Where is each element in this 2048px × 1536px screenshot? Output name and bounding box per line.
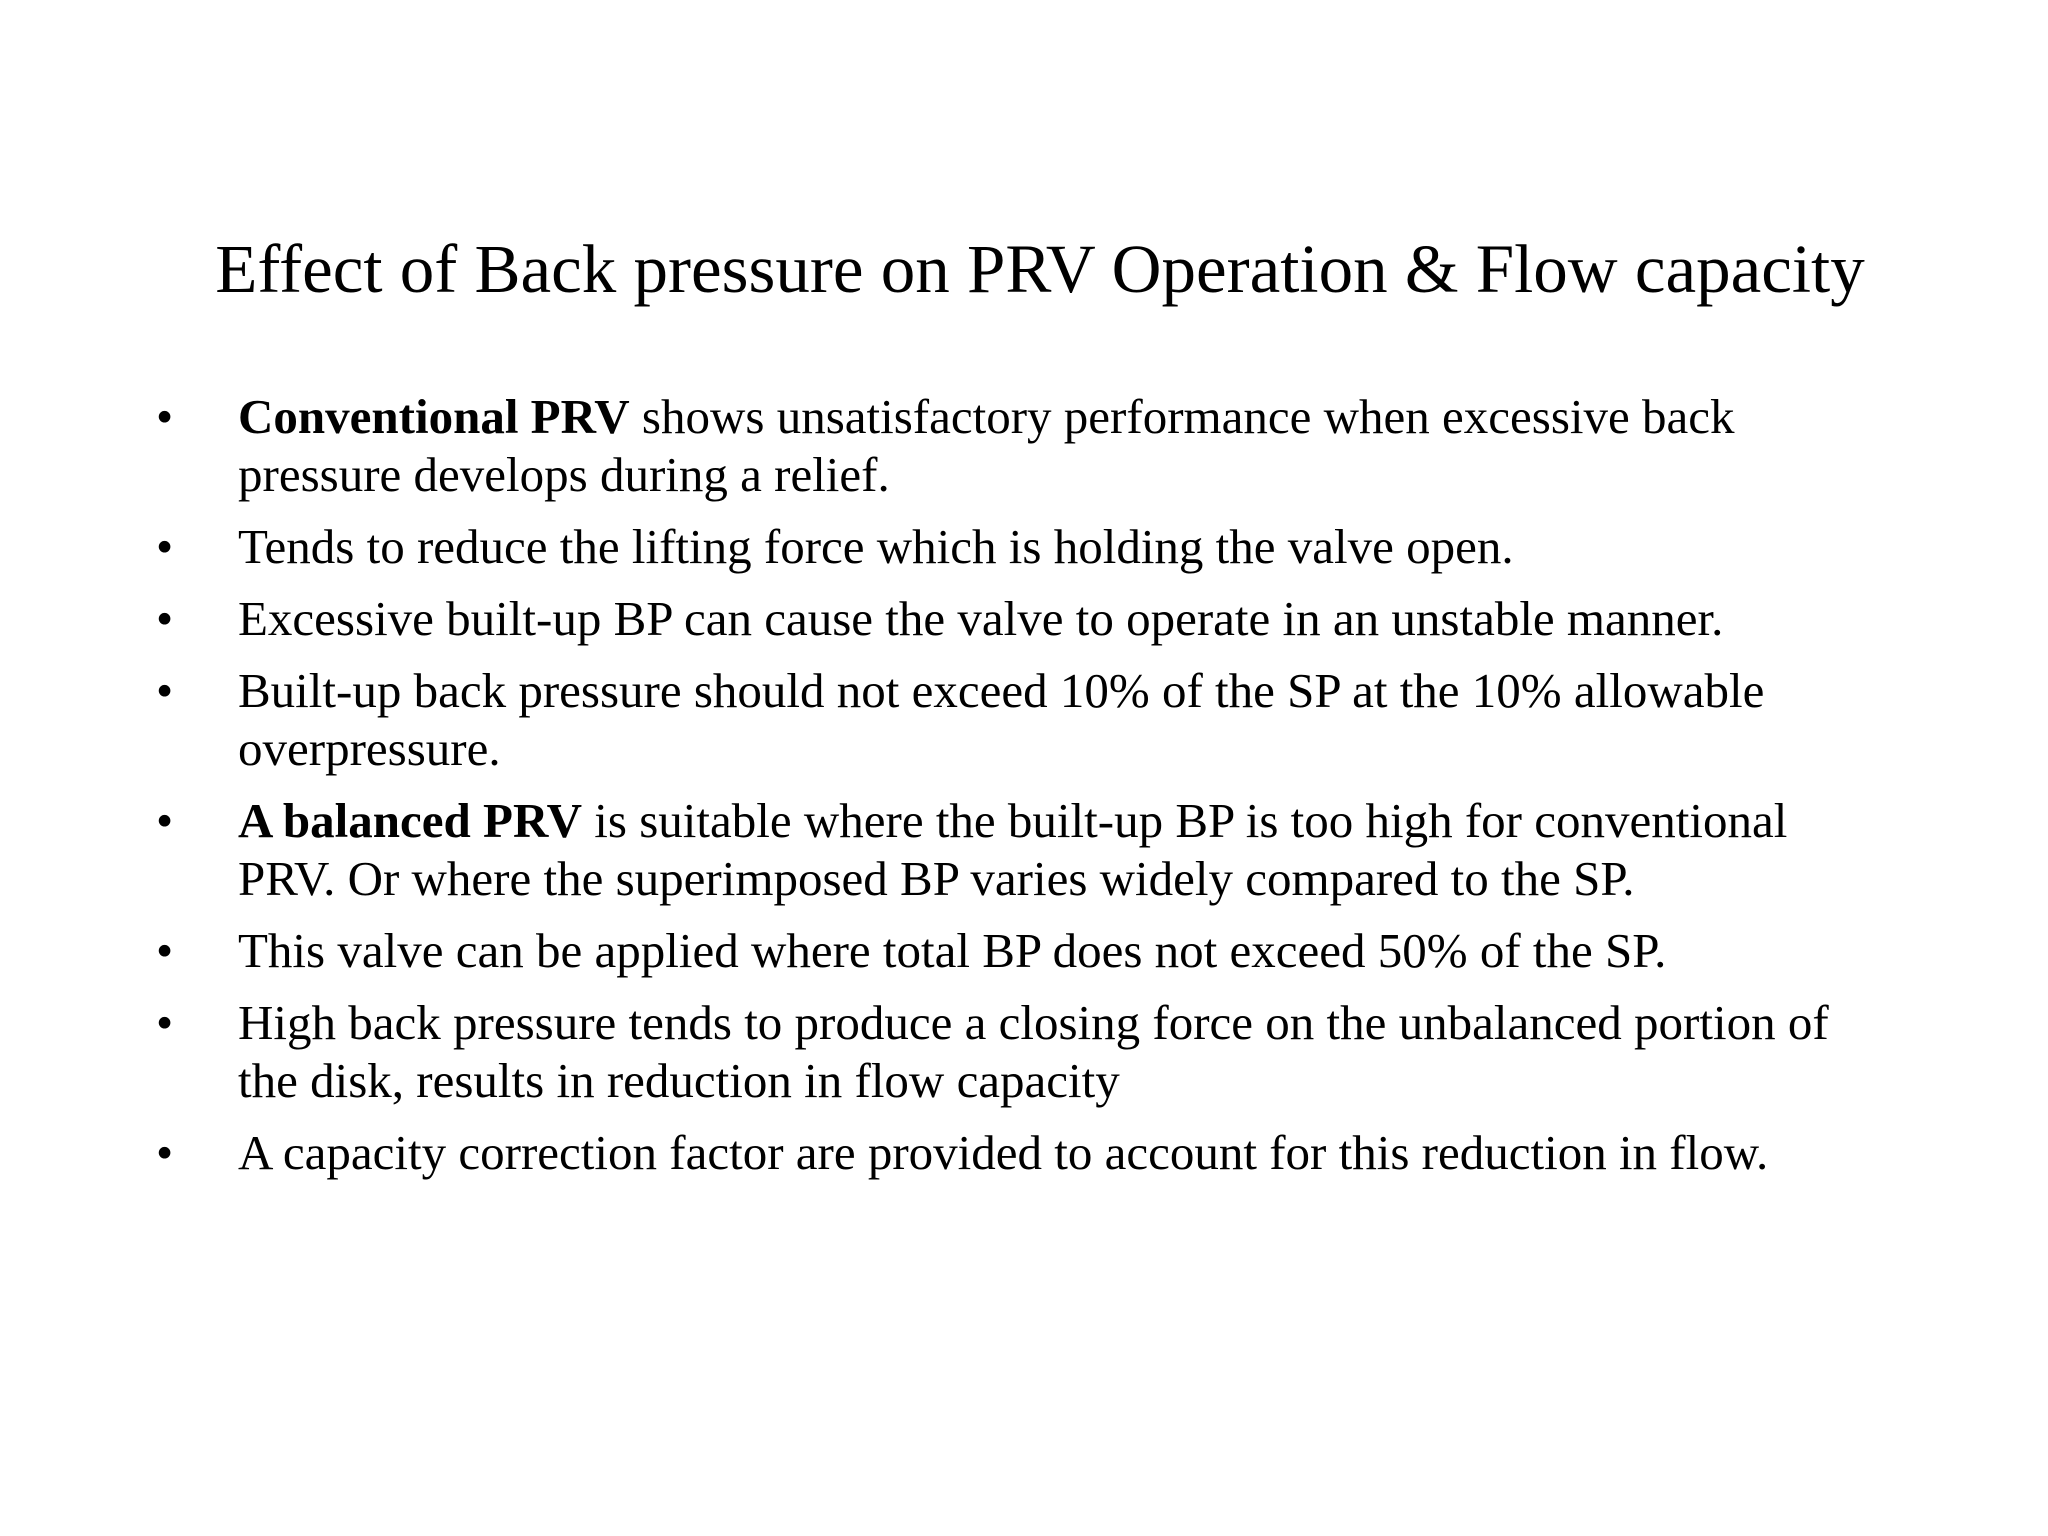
bullet-dot: •: [156, 389, 174, 444]
bullet-dot: •: [156, 995, 174, 1050]
bullet-text: [238, 922, 1878, 980]
bullet-text: [238, 388, 1878, 504]
bullet-dot: •: [156, 663, 174, 718]
bullet-bold-text: A balanced PRV: [238, 793, 583, 848]
slide-title: Effect of Back pressure on PRV Operation & Flow capacity: [215, 231, 1865, 307]
bullet-body-text: High back pressure tends to produce a closing force on the unbalanced portion of the disk, results in reduction in flow capacity: [238, 995, 1829, 1108]
bullet-item: [0, 518, 2048, 576]
bullet-body-text: This valve can be applied where total BP does not exceed 50% of the SP.: [238, 923, 1667, 978]
bullet-dot: •: [156, 923, 174, 978]
bullet-body-text: Built-up back pressure should not exceed 10% of the SP at the 10% allowable overpressure.: [238, 663, 1765, 776]
bullet-text: [238, 590, 1878, 648]
bullet-body-text: Tends to reduce the lifting force which is holding the valve open.: [238, 519, 1514, 574]
bullet-text: [238, 792, 1878, 908]
bullet-text: [238, 518, 1878, 576]
bullet-item: [0, 590, 2048, 648]
bullet-text: [238, 1124, 1878, 1182]
bullet-dot: •: [156, 793, 174, 848]
bullet-list: [0, 388, 2048, 1196]
bullet-item: [0, 1124, 2048, 1182]
bullet-item: [0, 922, 2048, 980]
bullet-body-text: A capacity correction factor are provided to account for this reduction in flow.: [238, 1125, 1769, 1180]
bullet-item: [0, 388, 2048, 504]
bullet-body-text: Excessive built-up BP can cause the valve to operate in an unstable manner.: [238, 591, 1724, 646]
bullet-dot: •: [156, 1125, 174, 1180]
bullet-item: [0, 662, 2048, 778]
bullet-item: [0, 994, 2048, 1110]
bullet-item: [0, 792, 2048, 908]
bullet-text: [238, 994, 1878, 1110]
bullet-dot: •: [156, 519, 174, 574]
bullet-body-text: is suitable where the built-up BP is too high for conventional PRV. Or where the superimposed BP varies widely compared to the SP.: [238, 793, 1788, 906]
bullet-dot: •: [156, 591, 174, 646]
bullet-bold-text: Conventional PRV: [238, 389, 630, 444]
bullet-body-text: shows unsatisfactory performance when excessive back pressure develops during a relief.: [238, 389, 1735, 502]
bullet-text: [238, 662, 1878, 778]
